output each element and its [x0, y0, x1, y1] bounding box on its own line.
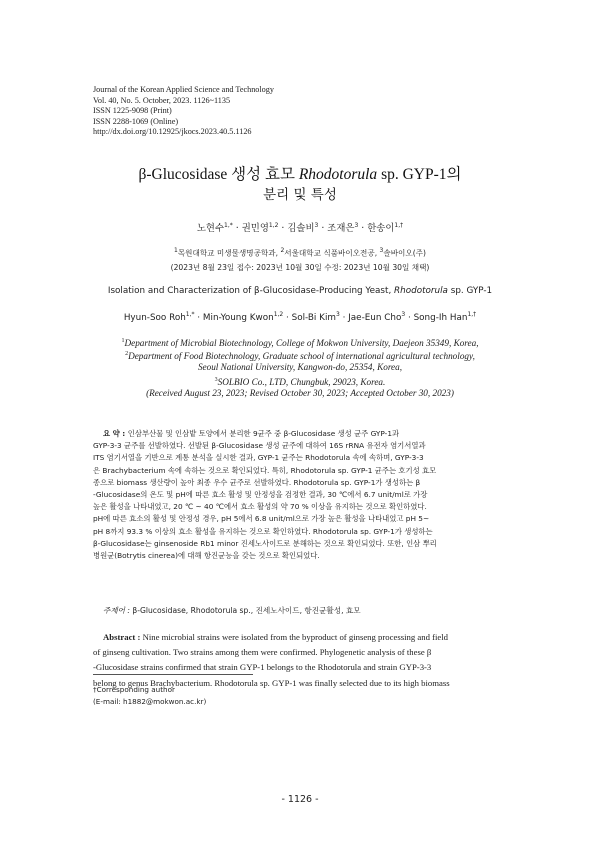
page-number: - 1126 -	[281, 794, 319, 805]
english-affiliation-2: $^2$Department of Food Biotechnology, Graduate school of international agricultural technology,	[125, 351, 475, 362]
korean-authors: 노현수$^{1,*}$ · 권민영$^{1,2}$ · 김솔비$^3$ · 조재은$^3$ · 한송이$^{1,\dagger}$	[196, 221, 404, 234]
abstract-line: -Glucosidase strains confirmed that strain GYP-1 belongs to the Rhodotorula and strain GYP-3-3	[93, 662, 432, 673]
author-email: (E-mail: h1882@mokwon.ac.kr)	[93, 697, 207, 706]
abstract-line: GYP-3-3 균주를 선발하였다. 선발된 β-Glucosidase 생성 균주에 대하여 16S rRNA 유전자 염기서열과	[93, 441, 426, 451]
korean-abstract-label: 요 약 :	[103, 429, 128, 438]
abstract-line: pH에 따른 효소의 활성 및 안정성 경우, pH 5에서 6.8 unit/ml으로 가장 높은 활성을 나타내었고 pH 5~	[93, 514, 430, 524]
english-authors: Hyun-Soo Roh$^{1,*}$ · Min-Young Kwon$^{1,2}$ · Sol-Bi Kim$^3$ · Jae-Eun Cho$^3$ · Song-Ih Han$^{1,\dagger}$	[123, 311, 477, 323]
abstract-line: pH 8까지 93.3 % 이상의 효소 활성을 유지하는 것으로 확인하였다. Rhodotorula sp. GYP-1가 생성하는	[93, 526, 433, 536]
abstract-line: 병원균(Botrytis cinerea)에 대해 항진균능을 갖는 것으로 확인되었다.	[93, 551, 320, 561]
corresponding-author: †Corresponding author	[93, 685, 175, 694]
korean-abstract	[93, 428, 508, 562]
journal-info	[93, 85, 274, 138]
issn-online: ISSN 2288-1069 (Online)	[93, 116, 179, 126]
korean-dates: (2023년 8월 23일 접수: 2023년 10월 30일 수정: 2023년 10월 30일 채택)	[170, 263, 430, 272]
received-dates: (Received August 23, 2023; Revised October 30, 2023; Accepted October 30, 2023)	[146, 388, 454, 398]
english-affiliation-1: $^1$Department of Microbial Biotechnology, College of Mokwon University, Daejeon 35349, Korea,	[121, 338, 479, 349]
korean-title-line1: β-Glucosidase 생성 효모 Rhodotorula sp. GYP-1의	[138, 166, 462, 183]
footnote	[93, 684, 206, 708]
abstract-line: belong to genus Brachybacterium. Rhodotorula sp. GYP-1 was finally selected due to its high biomass	[93, 677, 450, 688]
abstract-line: 높은 활성을 나타내었고, 20 ℃ ~ 40 ℃에서 효소 활성의 약 70 % 이상을 유지하는 것으로 확인하였다.	[93, 502, 427, 512]
english-title: Isolation and Characterization of β-Glucosidase-Producing Yeast, Rhodotorula sp. GYP-1	[107, 286, 493, 296]
keywords	[103, 605, 361, 616]
abstract-line: 종으로 biomass 생산량이 높아 최종 우수 균주로 선발하였다. Rhodotorula sp. GYP-1가 생성하는 β	[93, 477, 421, 487]
english-affiliation-3: Seoul National University, Kangwon-do, 25354, Korea,	[197, 362, 403, 372]
korean-affiliations: $^1$목원대학교 미생물생명공학과, $^2$서울대학교 식품바이오전공, $^3$솔바이오(주)	[174, 247, 426, 258]
journal-name: Journal of the Korean Applied Science and Technology	[93, 85, 274, 94]
abstract-line: of ginseng cultivation. Two strains among them were confirmed. Phylogenetic analysis of these β	[93, 647, 432, 658]
abstract-line: 요 약 : 인삼부산물 및 인삼밭 토양에서 분리한 9균주 중 β-Glucosidase 생성 균주 GYP-1과	[93, 428, 508, 440]
english-affiliation-4: $^3$SOLBIO Co., LTD, Chungbuk, 29023, Korea.	[214, 377, 386, 388]
abstract-line: 은 Brachybacterium 속에 속하는 것으로 확인되었다. 특히, Rhodotorula sp. GYP-1 균주는 호기성 효모	[93, 465, 437, 475]
doi-link[interactable]: http://dx.doi.org/10.12925/jkocs.2023.40.5.1126	[93, 127, 252, 137]
keywords-label: 주제어 :	[103, 606, 133, 615]
footnote-divider	[93, 674, 253, 675]
abstract-line: -Glucosidase의 온도 및 pH에 따른 효소 활성 및 안정성을 검정한 결과, 30 ℃에서 6.7 unit/ml로 가장	[93, 490, 428, 500]
abstract-line: ITS 염기서열을 기반으로 계통 분석을 실시한 결과, GYP-1 균주는 Rhodotorula 속에 속하며, GYP-3-3	[93, 453, 424, 463]
english-abstract-label: Abstract :	[103, 632, 143, 642]
issn-print: ISSN 1225-9098 (Print)	[93, 106, 172, 116]
journal-volume: Vol. 40, No. 5. October, 2023. 1126~1135	[93, 95, 231, 105]
abstract-line: Abstract : Nine microbial strains were isolated from the byproduct of ginseng processing and field	[103, 632, 449, 642]
abstract-line: β-Glucosidase는 ginsenoside Rb1 minor 진세노사이드로 분해하는 것으로 확인되었다. 또한, 인삼 뿌리	[93, 538, 437, 548]
english-abstract	[93, 630, 508, 691]
keywords-text: β-Glucosidase, Rhodotorula sp., 진세노사이드, 항진균활성, 효모	[132, 606, 361, 615]
korean-title-line2: 분리 및 특성	[263, 187, 337, 203]
